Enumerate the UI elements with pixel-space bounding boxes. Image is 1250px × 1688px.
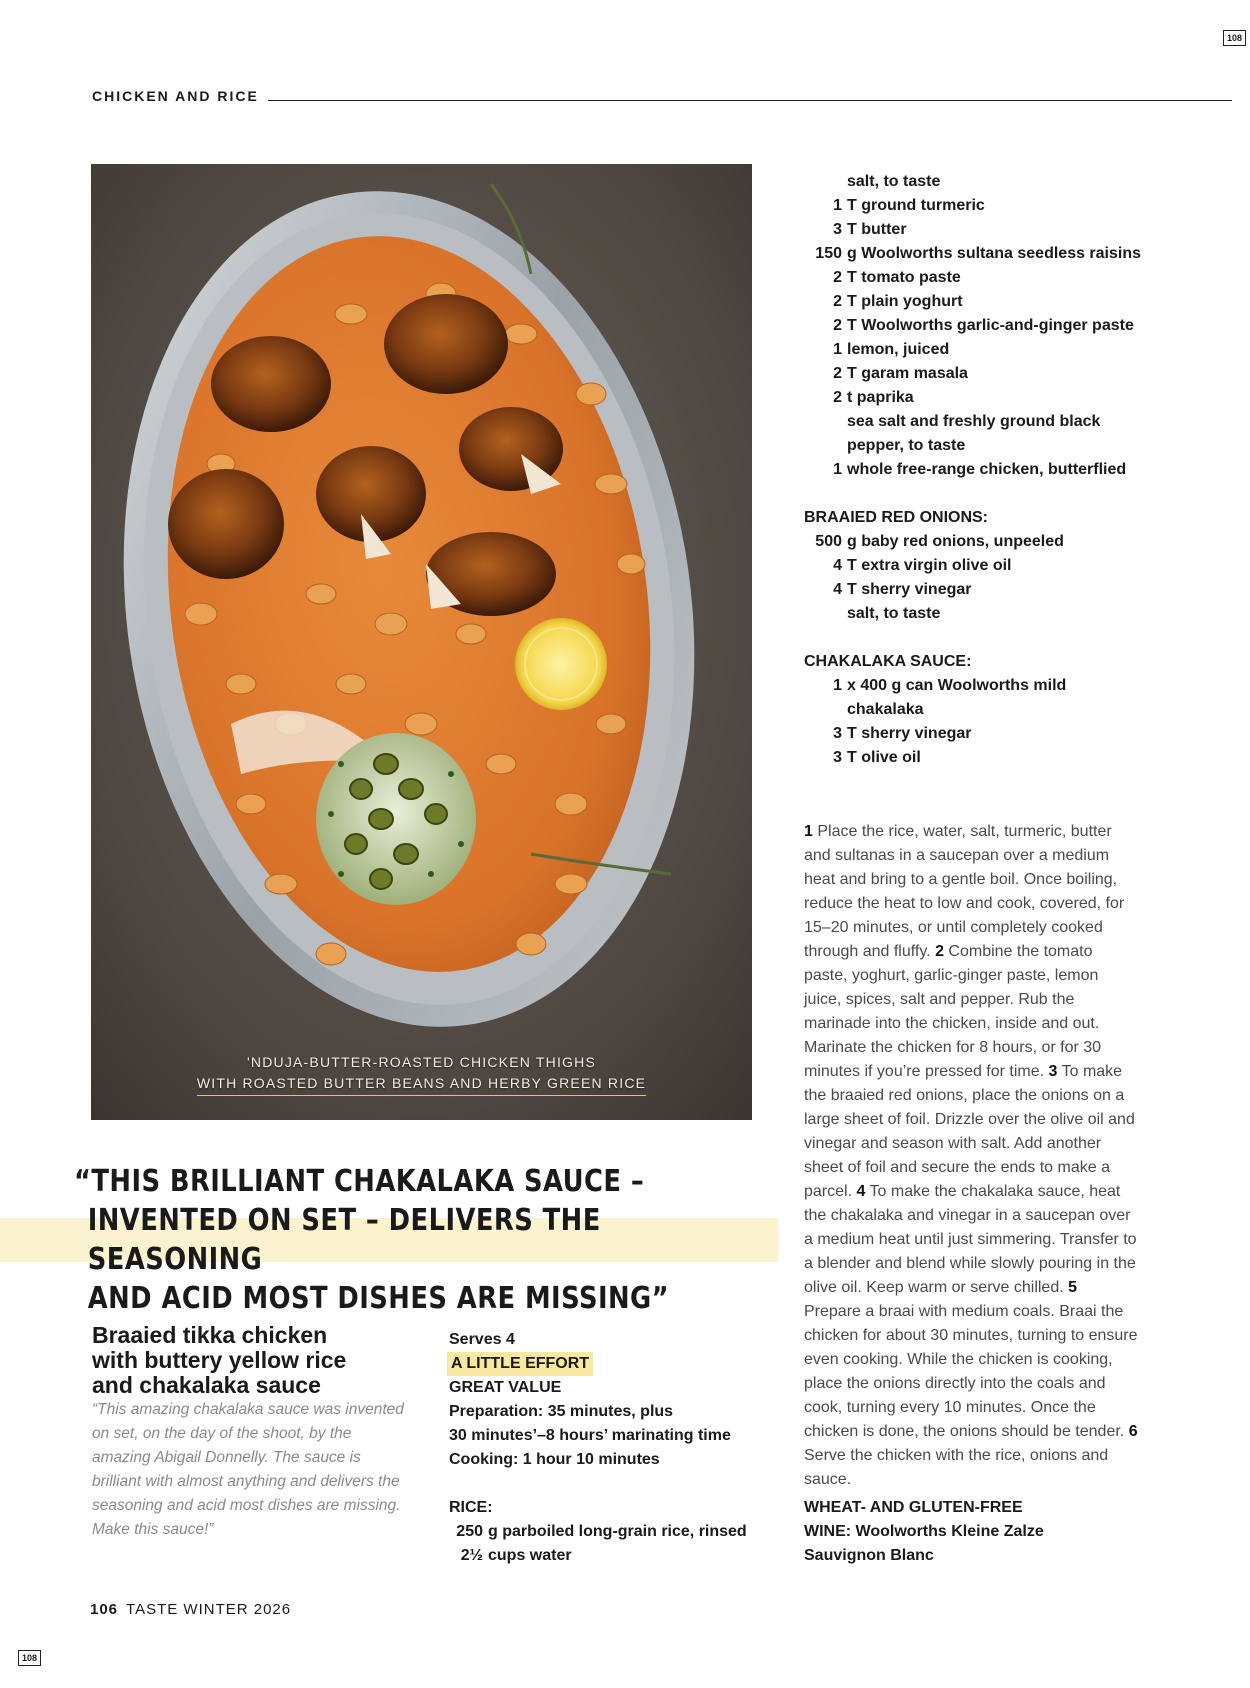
ingredient-qty: 1 bbox=[833, 461, 842, 478]
ingredient-qty: 1 bbox=[833, 677, 842, 694]
ingredient-text: t paprika bbox=[847, 389, 914, 406]
ingredient-text: T sherry vinegar bbox=[847, 581, 972, 598]
pull-quote bbox=[74, 1162, 693, 1318]
ingredient-row bbox=[804, 674, 1144, 722]
ingredient-row bbox=[804, 722, 1144, 746]
pull-quote-line3: AND ACID MOST DISHES ARE MISSING” bbox=[87, 1281, 669, 1316]
page-badge-top: 108 bbox=[1223, 30, 1246, 46]
ingredient-qty: 2 bbox=[833, 293, 842, 310]
ingredient-text: whole free-range chicken, butterflied bbox=[847, 461, 1127, 478]
step-number: 3 bbox=[1048, 1063, 1058, 1080]
ingredient-row bbox=[804, 554, 1144, 578]
recipe-title-line2: with buttery yellow rice bbox=[92, 1347, 347, 1373]
rice-ingredients bbox=[449, 1496, 779, 1568]
ingredient-row bbox=[804, 746, 1144, 770]
photo-caption-line2: WITH ROASTED BUTTER BEANS AND HERBY GREEN RICE bbox=[197, 1073, 646, 1096]
value-tag: GREAT VALUE bbox=[449, 1379, 562, 1396]
ingredient-text: g parboiled long-grain rice, rinsed bbox=[488, 1523, 747, 1540]
ingredient-qty: 150 bbox=[815, 245, 842, 262]
page-badge-bottom: 108 bbox=[18, 1650, 41, 1666]
ingredient-text: g Woolworths sultana seedless raisins bbox=[847, 245, 1142, 262]
ingredient-text: g baby red onions, unpeeled bbox=[847, 533, 1064, 550]
ingredient-row bbox=[804, 314, 1144, 338]
ingredient-text: sea salt and freshly ground black pepper, to taste bbox=[847, 413, 1101, 454]
ingredient-row bbox=[804, 218, 1144, 242]
ingredient-row bbox=[804, 602, 1144, 626]
photo-caption bbox=[91, 1052, 752, 1096]
ingredient-qty: 3 bbox=[833, 725, 842, 742]
effort-badge: A LITTLE EFFORT bbox=[447, 1352, 593, 1376]
step-number: 6 bbox=[1128, 1423, 1138, 1440]
ingredient-text: lemon, juiced bbox=[847, 341, 950, 358]
ingredient-row bbox=[449, 1520, 779, 1544]
method bbox=[804, 820, 1138, 1492]
step-text: To make the chakalaka sauce, heat the chakalaka and vinegar in a saucepan over a medium heat until just simmering. Transfer to a blender and blend while slowly pouring in the olive oil. Keep warm or serve chilled. bbox=[804, 1183, 1137, 1296]
ingredient-qty bbox=[804, 602, 847, 626]
recipe-title-line3: and chakalaka sauce bbox=[92, 1372, 321, 1398]
prep-time-line1: Preparation: 35 minutes, plus bbox=[449, 1403, 674, 1420]
serves: Serves 4 bbox=[449, 1331, 515, 1348]
ingredient-qty: 1 bbox=[833, 341, 842, 358]
step-number: 5 bbox=[1068, 1279, 1078, 1296]
step-text: Combine the tomato paste, yoghurt, garlic-ginger paste, lemon juice, spices, salt and pepper. Rub the marinade into the chicken, inside and out. Marinate the chicken for 8 hours, or for 30 minutes if you’re pressed for time. bbox=[804, 943, 1102, 1080]
ingredient-text: T ground turmeric bbox=[847, 197, 985, 214]
ingredient-text: cups water bbox=[488, 1547, 572, 1564]
ingredient-qty: 4 bbox=[833, 581, 842, 598]
ingredient-text: T plain yoghurt bbox=[847, 293, 963, 310]
ingredient-text: T tomato paste bbox=[847, 269, 961, 286]
wine-pairing-line1: WINE: Woolworths Kleine Zalze bbox=[804, 1523, 1044, 1540]
ingredient-row bbox=[804, 578, 1144, 602]
ingredient-qty bbox=[804, 170, 847, 194]
method-footer bbox=[804, 1496, 1138, 1568]
ingredient-qty: 1 bbox=[833, 197, 842, 214]
ingredient-row bbox=[804, 458, 1144, 482]
ingredient-qty: 2 bbox=[833, 317, 842, 334]
step-text: To make the braaied red onions, place the onions on a large sheet of foil. Drizzle over the olive oil and vinegar and season with salt. Add another sheet of foil and secure the ends to make a parcel. bbox=[804, 1063, 1135, 1200]
ingredient-row bbox=[804, 290, 1144, 314]
ingredient-row bbox=[804, 194, 1144, 218]
pull-quote-line2: INVENTED ON SET – DELIVERS THE SEASONING bbox=[87, 1203, 601, 1277]
ingredient-row bbox=[804, 266, 1144, 290]
ingredient-row bbox=[449, 1544, 779, 1568]
wine-pairing-line2: Sauvignon Blanc bbox=[804, 1547, 934, 1564]
ingredient-qty: 3 bbox=[833, 749, 842, 766]
ingredient-qty: 2 bbox=[833, 389, 842, 406]
pull-quote-line1: “THIS BRILLIANT CHAKALAKA SAUCE – bbox=[74, 1164, 645, 1199]
recipe-title-line1: Braaied tikka chicken bbox=[92, 1322, 328, 1348]
onions-heading: BRAAIED RED ONIONS: bbox=[804, 509, 989, 526]
ingredient-text: T garam masala bbox=[847, 365, 968, 382]
step-text: Place the rice, water, salt, turmeric, butter and sultanas in a saucepan over a medium heat and bring to a gentle boil. Once boiling, reduce the heat to low and cook, covered, for 15–20 minutes, or until completely cooked through and fluffy. bbox=[804, 823, 1125, 960]
step-text: Prepare a braai with medium coals. Braai the chicken for about 30 minutes, turning to ensure even cooking. While the chicken is cooking, place the onions directly into the coals and cook, turning every 10 minutes. Once the chicken is done, the onions should be tender. bbox=[804, 1303, 1138, 1440]
ingredient-qty: 2 bbox=[833, 365, 842, 382]
ingredient-text: salt, to taste bbox=[847, 605, 941, 622]
recipe-title bbox=[92, 1323, 422, 1398]
ingredients-right-column bbox=[804, 170, 1144, 770]
food-photo bbox=[91, 164, 752, 1120]
step-number: 2 bbox=[935, 943, 944, 960]
ingredient-text: T Woolworths garlic-and-ginger paste bbox=[847, 317, 1134, 334]
ingredient-qty: 2½ bbox=[460, 1547, 483, 1564]
ingredient-row bbox=[804, 242, 1144, 266]
page-footer bbox=[90, 1601, 291, 1618]
section-rule bbox=[268, 100, 1232, 101]
dietary-note: WHEAT- AND GLUTEN-FREE bbox=[804, 1499, 1023, 1516]
ingredient-row bbox=[804, 530, 1144, 554]
rice-heading: RICE: bbox=[449, 1499, 493, 1516]
ingredient-row bbox=[804, 386, 1144, 410]
recipe-meta bbox=[449, 1328, 779, 1472]
photo-caption-line1: 'NDUJA-BUTTER-ROASTED CHICKEN THIGHS bbox=[247, 1054, 596, 1070]
section-header: CHICKEN AND RICE bbox=[92, 88, 259, 104]
publication-name: TASTE WINTER 2026 bbox=[126, 1601, 292, 1618]
ingredient-text: x 400 g can Woolworths mild chakalaka bbox=[847, 677, 1067, 718]
ingredient-qty bbox=[804, 410, 847, 458]
step-number: 4 bbox=[856, 1183, 866, 1200]
ingredient-text: T extra virgin olive oil bbox=[847, 557, 1012, 574]
ingredient-text: T butter bbox=[847, 221, 907, 238]
ingredient-row bbox=[804, 362, 1144, 386]
step-text: Serve the chicken with the rice, onions and sauce. bbox=[804, 1447, 1109, 1488]
step-number: 1 bbox=[804, 823, 813, 840]
ingredient-qty: 500 bbox=[815, 533, 842, 550]
ingredient-qty: 2 bbox=[833, 269, 842, 286]
prep-time-line2: 30 minutes’–8 hours’ marinating time bbox=[449, 1427, 731, 1444]
cooking-time: Cooking: 1 hour 10 minutes bbox=[449, 1451, 660, 1468]
ingredient-text: salt, to taste bbox=[847, 173, 941, 190]
ingredient-row bbox=[804, 338, 1144, 362]
ingredient-row bbox=[804, 410, 1144, 458]
ingredient-qty: 4 bbox=[833, 557, 842, 574]
food-photo-illustration bbox=[91, 164, 752, 1120]
ingredient-text: T sherry vinegar bbox=[847, 725, 972, 742]
sauce-heading: CHAKALAKA SAUCE: bbox=[804, 653, 972, 670]
page-number: 106 bbox=[90, 1601, 119, 1618]
ingredient-row bbox=[804, 170, 1144, 194]
ingredient-qty: 3 bbox=[833, 221, 842, 238]
ingredient-qty: 250 bbox=[456, 1523, 483, 1540]
ingredient-text: T olive oil bbox=[847, 749, 921, 766]
recipe-intro: “This amazing chakalaka sauce was invented on set, on the day of the shoot, by the amazing Abigail Donnelly. The sauce is brilliant with almost anything and delivers the seasoning and acid most dishes are missing. Make this sauce!” bbox=[92, 1401, 404, 1538]
